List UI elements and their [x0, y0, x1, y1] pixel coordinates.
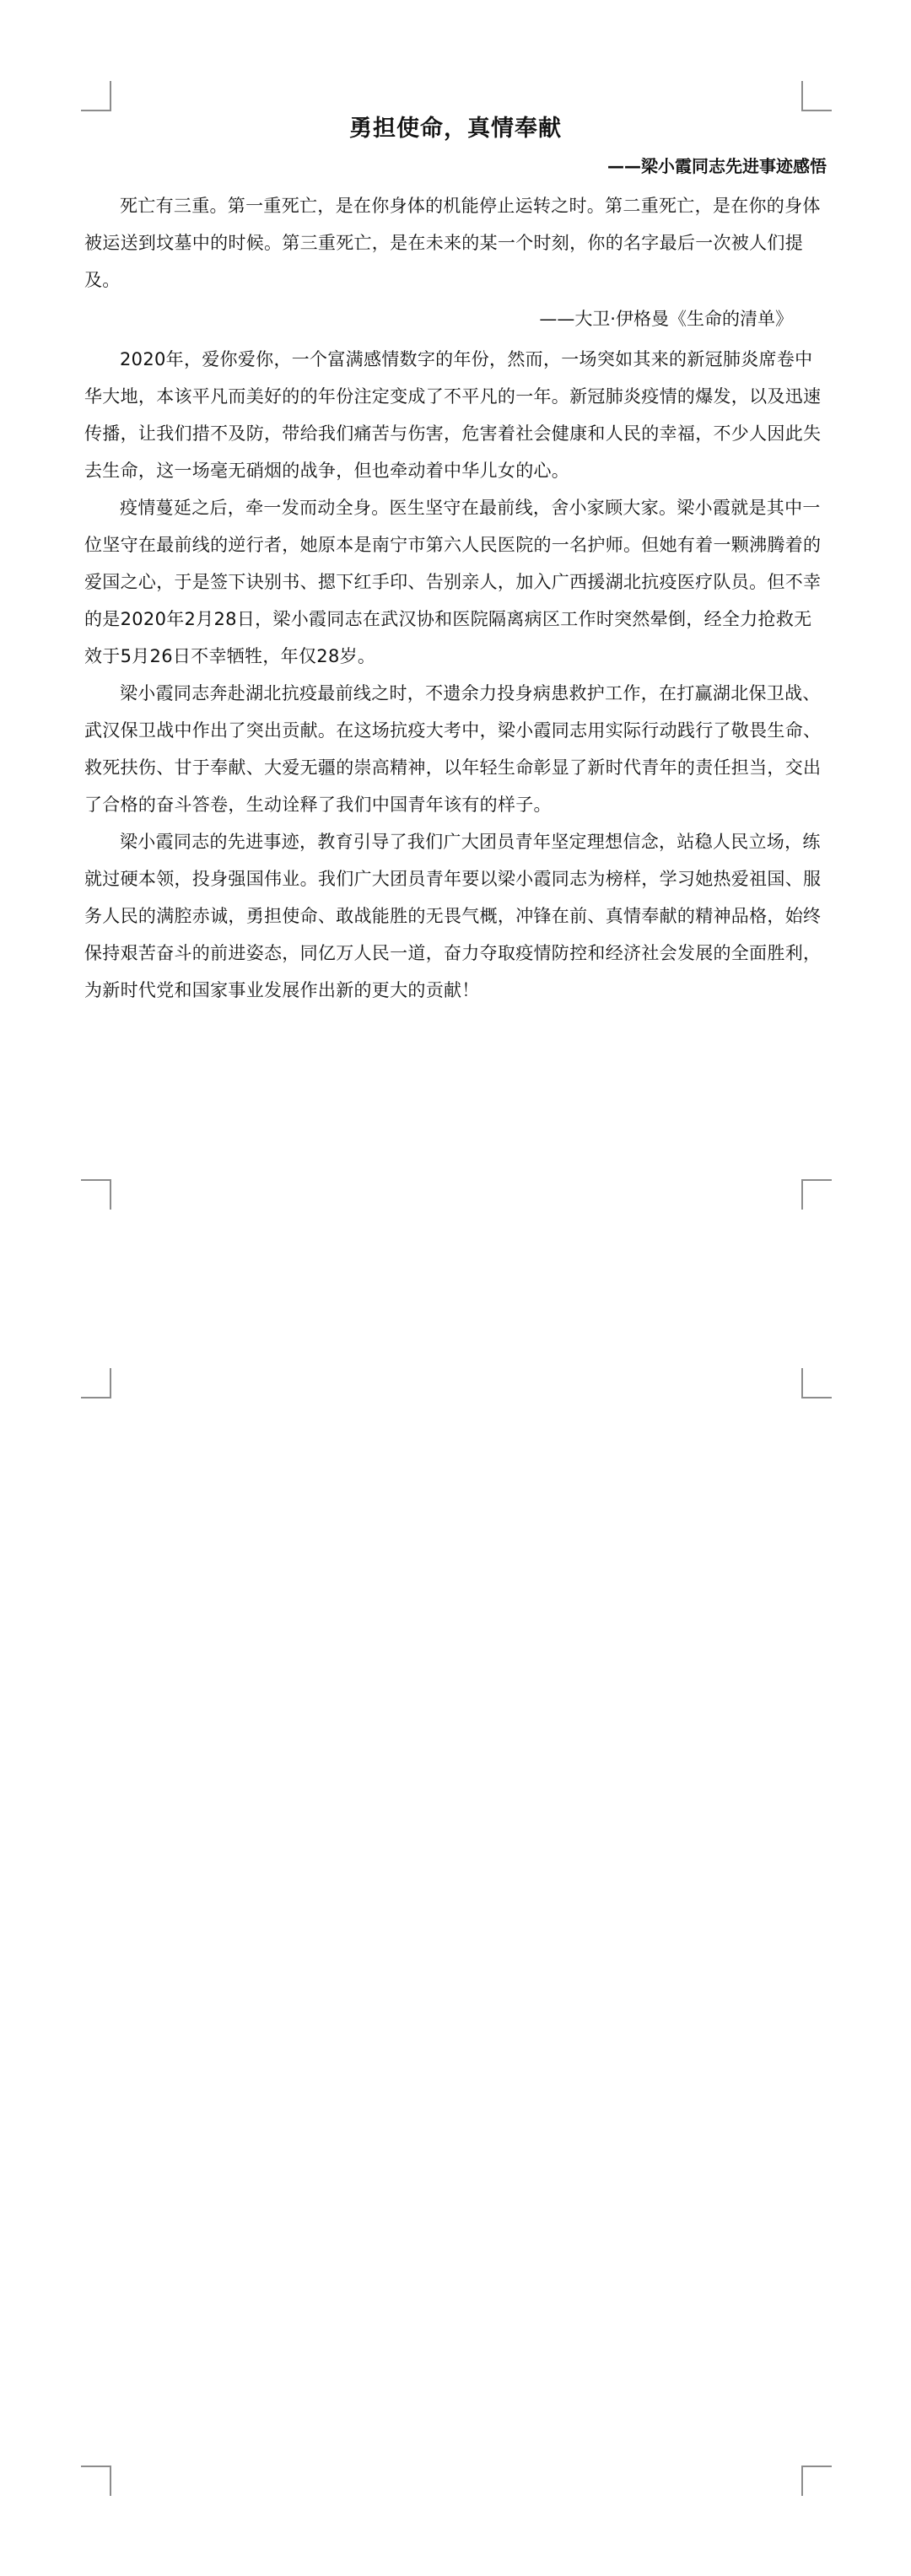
body-paragraph: 梁小霞同志的先进事迹，教育引导了我们广大团员青年坚定理想信念，站稳人民立场，练就过硬本领，投身强国伟业。我们广大团员青年要以梁小霞同志为榜样，学习她热爱祖国、服务人民的满腔赤诚，勇担使命、敢战能胜的无畏气概，冲锋在前、真情奉献的精神品格，始终保持艰苦奋斗的前进姿态，同亿万人民一道，奋力夺取疫情防控和经济社会发展的全面胜利，为新时代党和国家事业发展作出新的更大的贡献！	[84, 832, 822, 1000]
page1-crop-mark-top-right	[801, 81, 832, 111]
page2-crop-mark-top-right	[801, 1368, 832, 1398]
body-paragraph: 梁小霞同志奔赴湖北抗疫最前线之时，不遗余力投身病患救护工作，在打赢湖北保卫战、武汉保卫战中作出了突出贡献。在这场抗疫大考中，梁小霞同志用实际行动践行了敬畏生命、救死扶伤、甘于奉献、大爱无疆的崇高精神，以年轻生命彰显了新时代青年的责任担当，交出了合格的奋斗答卷，生动诠释了我们中国青年该有的样子。	[84, 683, 822, 815]
page1-crop-mark-top-left	[81, 81, 111, 111]
epigraph-source: ——大卫·伊格曼《生命的清单》	[539, 309, 793, 329]
epigraph-quote: 死亡有三重。第一重死亡，是在你身体的机能停止运转之时。第二重死亡，是在你的身体被运送到坟墓中的时候。第三重死亡，是在未来的某一个时刻，你的名字最后一次被人们提及。	[84, 196, 821, 290]
page2-crop-mark-top-left	[81, 1368, 111, 1398]
body-paragraph: 疫情蔓延之后，牵一发而动全身。医生坚守在最前线，舍小家顾大家。梁小霞就是其中一位坚守在最前线的逆行者，她原本是南宁市第六人民医院的一名护师。但她有着一颗沸腾着的爱国之心，于是签下诀别书、摁下红手印、告别亲人，加入广西援湖北抗疫医疗队员。但不幸的是2020年2月28日，梁小霞同志在武汉协和医院隔离病区工作时突然晕倒，经全力抢救无效于5月26日不幸牺牲，年仅28岁。	[84, 498, 822, 666]
document-subtitle: ——梁小霞同志先进事迹感悟	[607, 156, 827, 176]
document-title: 勇担使命，真情奉献	[349, 116, 562, 142]
document-page-1	[84, 110, 827, 1009]
page1-crop-mark-bottom-left	[81, 1179, 111, 1210]
page1-crop-mark-bottom-right	[801, 1179, 832, 1210]
page2-crop-mark-bottom-left	[81, 2466, 111, 2496]
body-paragraph: 2020年，爱你爱你，一个富满感情数字的年份，然而，一场突如其来的新冠肺炎席卷中华大地，本该平凡而美好的的年份注定变成了不平凡的一年。新冠肺炎疫情的爆发，以及迅速传播，让我们措不及防，带给我们痛苦与伤害，危害着社会健康和人民的幸福，不少人因此失去生命，这一场毫无硝烟的战争，但也牵动着中华儿女的心。	[84, 349, 822, 481]
page2-crop-mark-bottom-right	[801, 2466, 832, 2496]
